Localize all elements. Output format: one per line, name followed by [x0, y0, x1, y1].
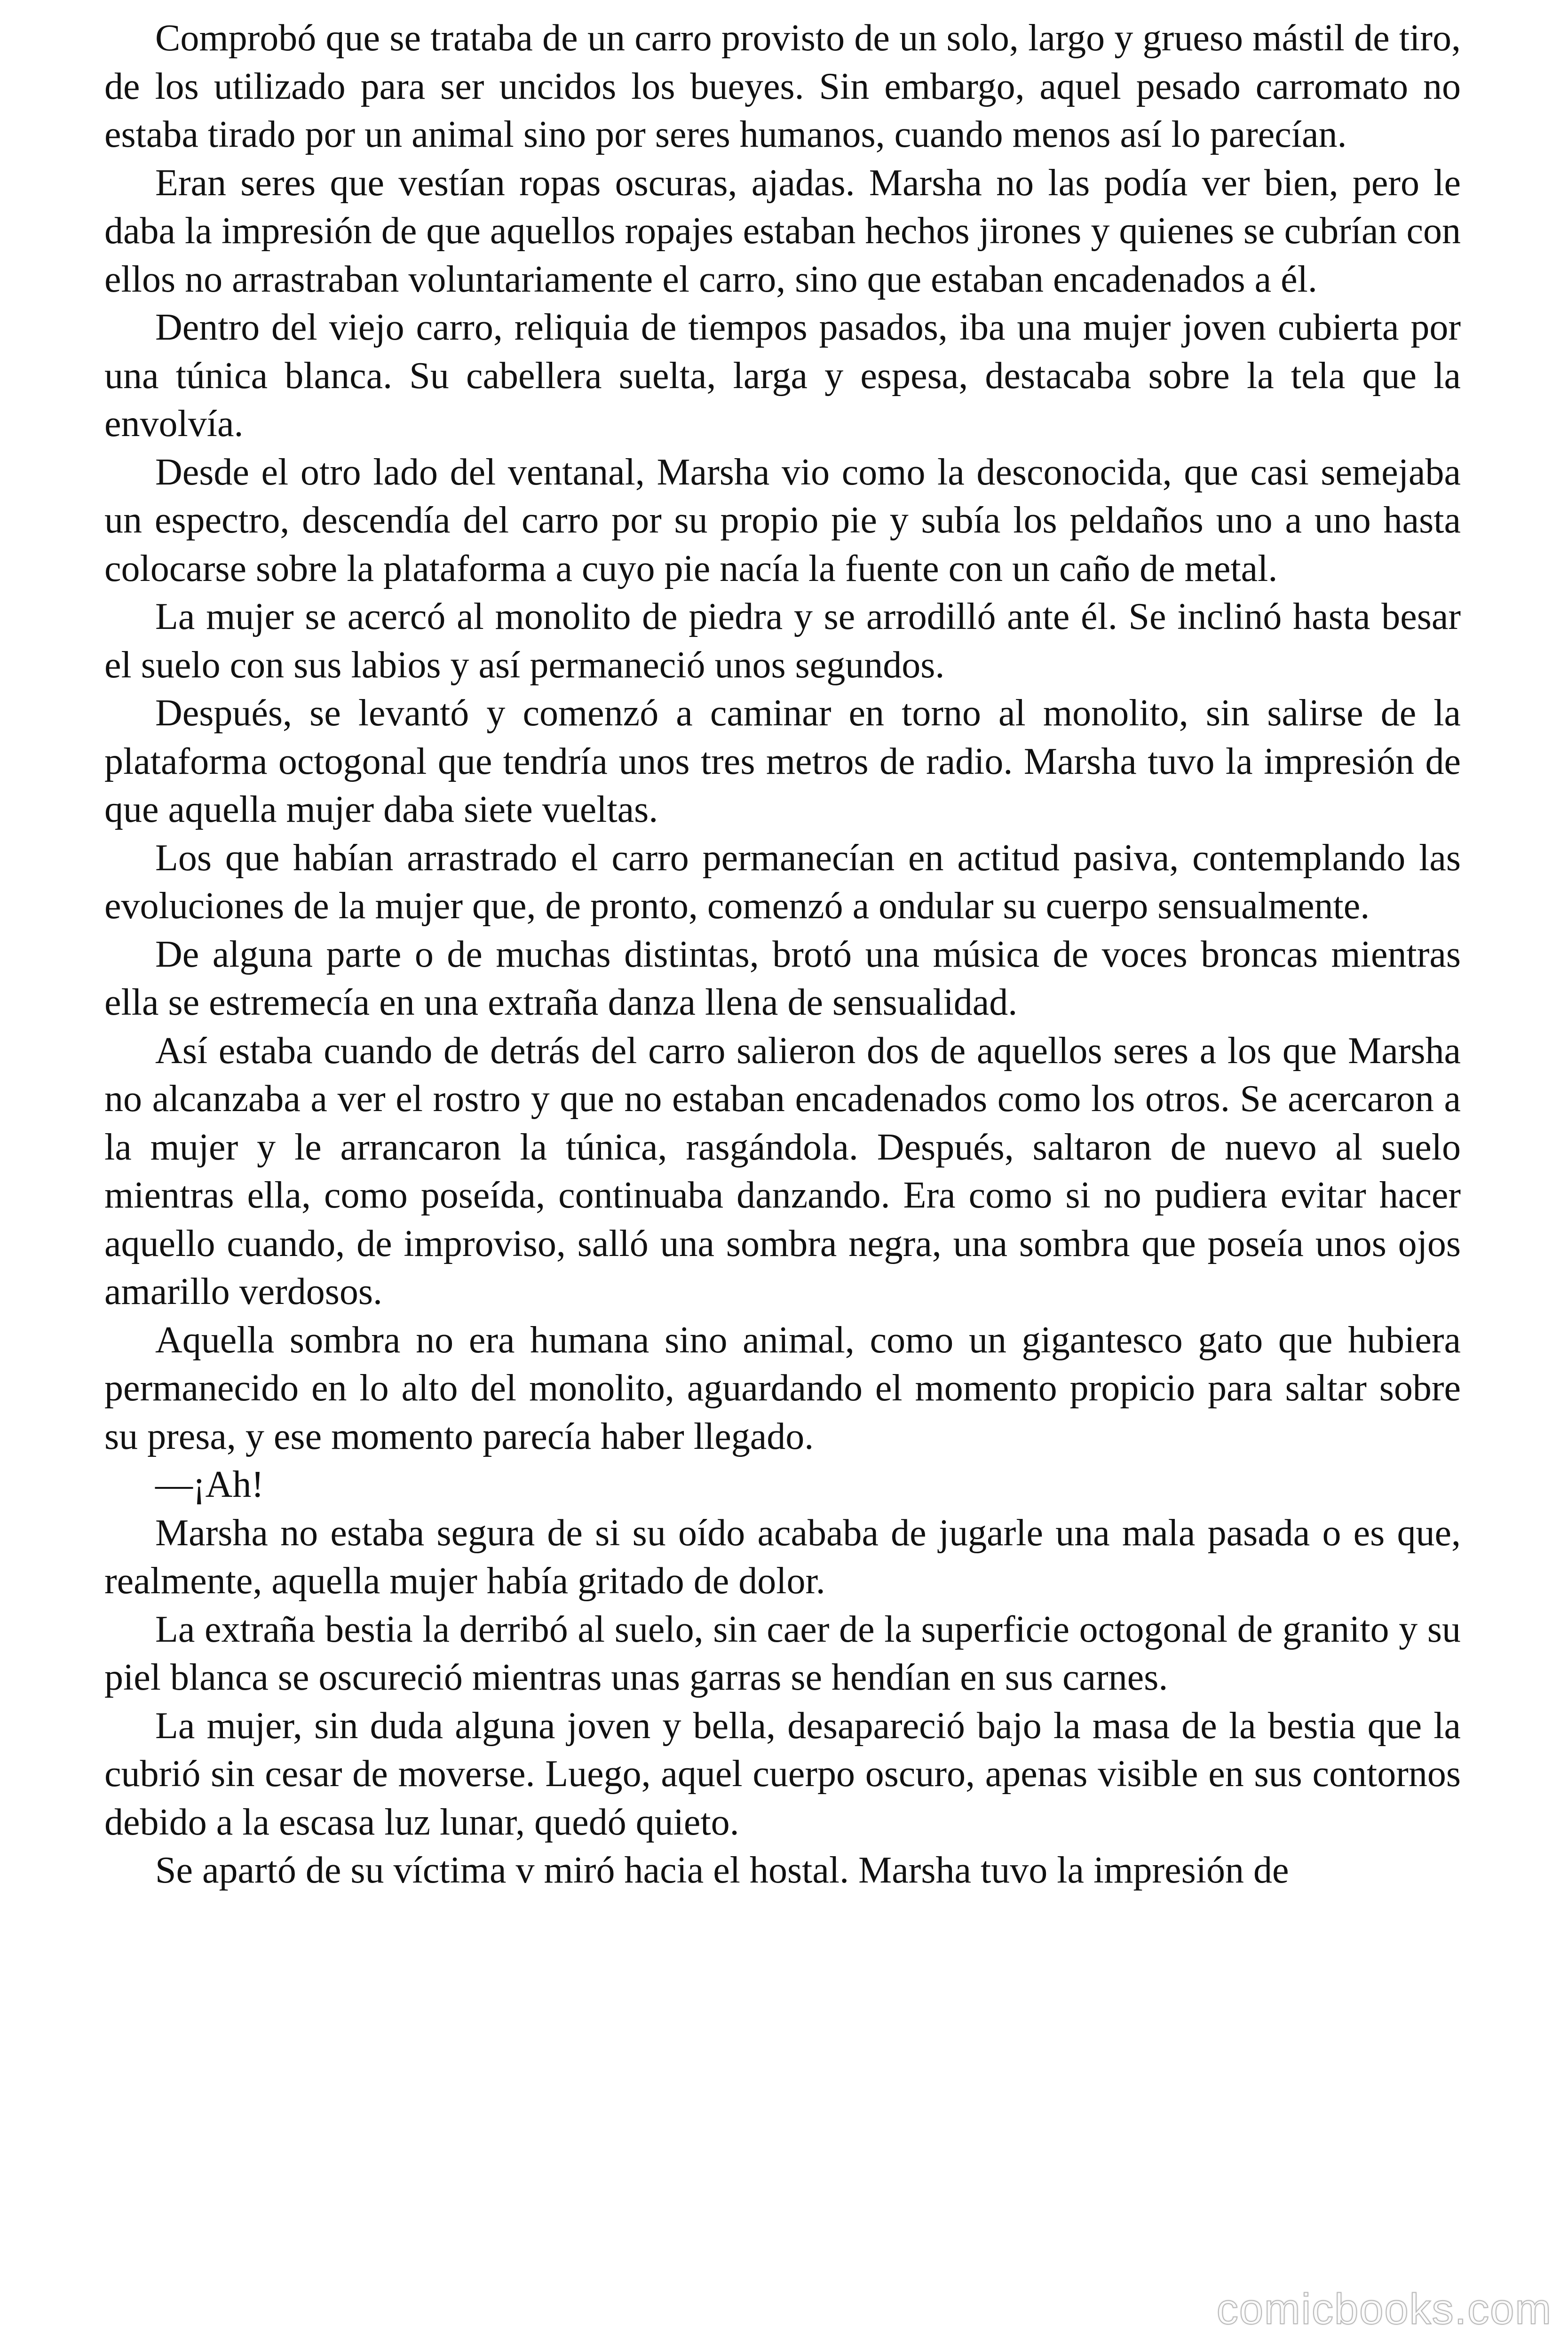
paragraph-4: Desde el otro lado del ventanal, Marsha vio como la desconocida, que casi semejaba un espectro, descendía del carro por su propio pie y subía los peldaños uno a uno hasta colocarse sobre la plataforma a cuyo pie nacía la fuente con un caño de metal.: [104, 451, 1461, 589]
paragraph-8: De alguna parte o de muchas distintas, brotó una música de voces broncas mientras ella se estremecía en una extraña danza llena de sensualidad.: [104, 933, 1461, 1023]
paragraph-5: La mujer se acercó al monolito de piedra y se arrodilló ante él. Se inclinó hasta besar el suelo con sus labios y así permaneció unos segundos.: [104, 596, 1461, 686]
body-text: [104, 14, 1461, 2347]
watermark-logo: comicbooks.com: [1216, 2285, 1552, 2333]
paragraph-11-exclamation: —¡Ah!: [155, 1464, 264, 1505]
paragraph-6: Después, se levantó y comenzó a caminar en torno al monolito, sin salirse de la plataforma octogonal que tendría unos tres metros de radio. Marsha tuvo la impresión de que aquella mujer daba siete vueltas.: [104, 692, 1461, 830]
paragraph-7: Los que habían arrastrado el carro permanecían en actitud pasiva, contemplando las evoluciones de la mujer que, de pronto, comenzó a ondular su cuerpo sensualmente.: [104, 837, 1461, 927]
paragraph-1: Comprobó que se trataba de un carro provisto de un solo, largo y grueso mástil de tiro, de los utilizado para ser uncidos los bueyes. Sin embargo, aquel pesado carromato no estaba tirado por un animal sino por seres humanos, cuando menos así lo parecían.: [104, 17, 1461, 155]
paragraph-3: Dentro del viejo carro, reliquia de tiempos pasados, iba una mujer joven cubierta por una túnica blanca. Su cabellera suelta, larga y espesa, destacaba sobre la tela que la envolvía.: [104, 307, 1461, 445]
paragraph-15-truncated: Se apartó de su víctima v miró hacia el hostal. Marsha tuvo la impresión de: [155, 1850, 1289, 1891]
paragraph-10: Aquella sombra no era humana sino animal, como un gigantesco gato que hubiera permanecido en lo alto del monolito, aguardando el momento propicio para saltar sobre su presa, y ese momento parecía haber llegado.: [104, 1319, 1461, 1457]
paragraph-13: La extraña bestia la derribó al suelo, sin caer de la superficie octogonal de granito y su piel blanca se oscureció mientras unas garras se hendían en sus carnes.: [104, 1608, 1461, 1698]
paragraph-9: Así estaba cuando de detrás del carro salieron dos de aquellos seres a los que Marsha no alcanzaba a ver el rostro y que no estaban encadenados como los otros. Se acercaron a la mujer y le arrancaron la túnica, rasgándola. Después, saltaron de nuevo al suelo mientras ella, como poseída, continuaba danzando. Era como si no pudiera evitar hacer aquello cuando, de improviso, salló una sombra negra, una sombra que poseía unos ojos amarillo verdosos.: [104, 1030, 1461, 1312]
paragraph-2: Eran seres que vestían ropas oscuras, ajadas. Marsha no las podía ver bien, pero le daba la impresión de que aquellos ropajes estaban hechos jirones y quienes se cubrían con ellos no arrastraban voluntariamente el carro, sino que estaban encadenados a él.: [104, 162, 1461, 300]
paragraph-12: Marsha no estaba segura de si su oído acababa de jugarle una mala pasada o es que, realmente, aquella mujer había gritado de dolor.: [104, 1512, 1461, 1602]
paragraph-14: La mujer, sin duda alguna joven y bella, desapareció bajo la masa de la bestia que la cubrió sin cesar de moverse. Luego, aquel cuerpo oscuro, apenas visible en sus contornos debido a la escasa luz lunar, quedó quieto.: [104, 1705, 1461, 1843]
